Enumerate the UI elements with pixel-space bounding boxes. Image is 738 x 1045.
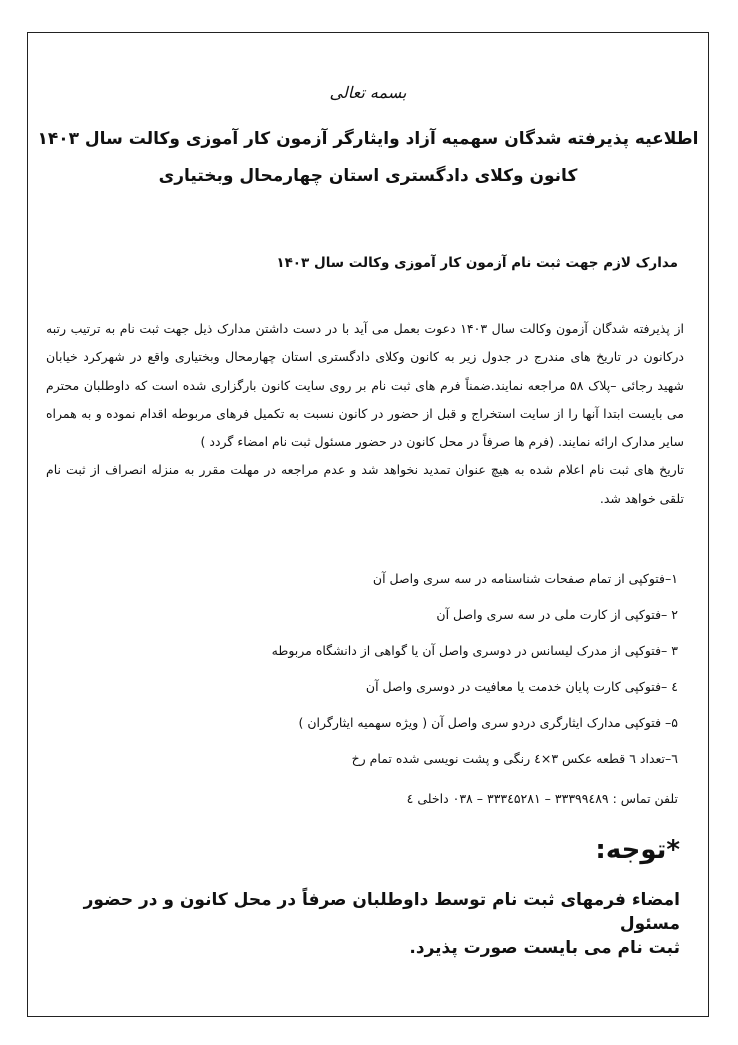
announcement-title: اطلاعیه پذیرفته شدگان سهمیه آزاد وایثارگر آزمون کار آموزی وکالت سال ۱۴۰۳ [37, 129, 699, 149]
list-item: ٦–تعداد ٦ قطعه عکس ۳×٤ رنگی و پشت نویسی شده تمام رخ [351, 751, 678, 766]
list-item: ۱–فتوکپی از تمام صفحات شناسنامه در سه سری واصل آن [372, 571, 678, 586]
notice-heading: *توجه: [595, 835, 680, 865]
required-documents-heading: مدارک لازم جهت ثبت نام آزمون کار آموزی وکالت سال ۱۴۰۳ [276, 255, 678, 271]
notice-line-2: ثبت نام می بایست صورت پذیرد. [409, 938, 680, 958]
documents-list [68, 567, 678, 783]
notice-line-1: امضاء فرمهای ثبت نام توسط داوطلبان صرفاً در محل کانون و در حضور مسئول [83, 890, 680, 934]
bismillah: بسمه تعالی [329, 83, 407, 102]
list-item: ۲ –فتوکپی از کارت ملی در سه سری واصل آن [436, 607, 678, 622]
list-item: ۳ –فتوکپی از مدرک لیسانس در دوسری واصل آن یا گواهی از دانشگاه مربوطه [271, 643, 678, 658]
list-item: ٤ –فتوکپی کارت پایان خدمت یا معافیت در دوسری واصل آن [365, 679, 678, 694]
list-item: ۵– فتوکپی مدارک ایثارگری دردو سری واصل آن ( ویژه سهمیه ایثارگران ) [298, 715, 678, 730]
notice-text [68, 888, 680, 960]
invitation-paragraph: از پذیرفته شدگان آزمون وکالت سال ۱۴۰۳ دعوت بعمل می آید با در دست داشتن مدارک ذیل جهت ثبت نام به ترتیب رتبه درکانون در تاریخ های مندرج در جدول زیر به کانون وکلای دادگستری استان چهارمحال وبختیاری واقع در شهرکرد خیابان شهید رجائی –پلاک ۵۸ مراجعه نمایند.ضمناً فرم های ثبت نام بر روی سایت کانون بارگزاری شده است که داوطلبان محترم می بایست ابتدا آنها را از سایت استخراج و قبل از حضور در کانون نسبت به تکمیل فرهای مربوطه اقدام نموده و به همراه سایر مدارک ارائه نمایند. (فرم ها صرفاً در محل کانون در حضور مسئول ثبت نام امضاء گردد ) [46, 321, 684, 450]
deadline-paragraph: تاریخ های ثبت نام اعلام شده به هیچ عنوان تمدید نخواهد شد و عدم مراجعه در مهلت مقرر به منزله انصراف از ثبت نام تلقی خواهد شد. [46, 462, 684, 506]
body-text [46, 315, 684, 513]
announcement-subtitle: کانون وکلای دادگستری استان چهارمحال وبختیاری [158, 166, 578, 186]
contact-phone: تلفن تماس : ۳۳۳۹۹٤۸۹ – ۳۳۳٤۵۲۸۱ – ۰۳۸ داخلی ٤ [406, 791, 678, 806]
document-page [27, 32, 709, 1017]
